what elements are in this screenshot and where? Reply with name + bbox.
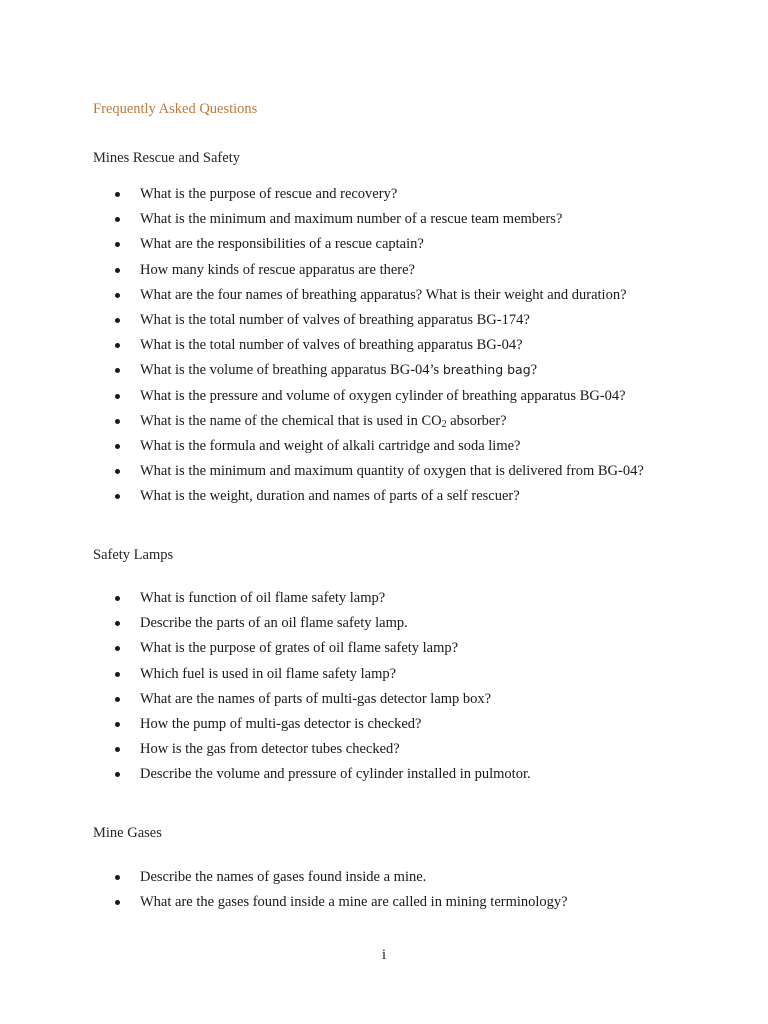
- bullet-icon: [115, 419, 120, 424]
- bullet-icon: [115, 268, 120, 273]
- subscript-2: 2: [441, 418, 447, 430]
- section-heading-mines-rescue: Mines Rescue and Safety: [93, 150, 240, 166]
- bullet-icon: [115, 772, 120, 777]
- bullet-icon: [115, 697, 120, 702]
- bullet-icon: [115, 672, 120, 677]
- bullet-icon: [115, 242, 120, 247]
- bullet-icon: [115, 469, 120, 474]
- bullet-icon: [115, 747, 120, 752]
- bullet-icon: [115, 596, 120, 601]
- bullet-icon: [115, 318, 120, 323]
- section-heading-mine-gases: Mine Gases: [93, 825, 162, 841]
- bullet-icon: [115, 444, 120, 449]
- bullet-icon: [115, 343, 120, 348]
- page-number: i: [381, 947, 387, 963]
- breathing-bag-term: breathing bag: [442, 362, 531, 378]
- section-heading-safety-lamps: Safety Lamps: [93, 547, 174, 563]
- bullet-icon: [115, 293, 120, 298]
- bullet-icon: [115, 646, 120, 651]
- document-title: Frequently Asked Questions: [93, 101, 258, 117]
- bullet-icon: [115, 875, 120, 880]
- bullet-icon: [115, 621, 120, 626]
- bullet-icon: [115, 494, 120, 499]
- bullet-icon: [115, 900, 120, 905]
- bullet-icon: [115, 722, 120, 727]
- bullet-icon: [115, 394, 120, 399]
- bullet-icon: [115, 192, 120, 197]
- bullet-icon: [115, 368, 120, 373]
- bullet-icon: [115, 217, 120, 222]
